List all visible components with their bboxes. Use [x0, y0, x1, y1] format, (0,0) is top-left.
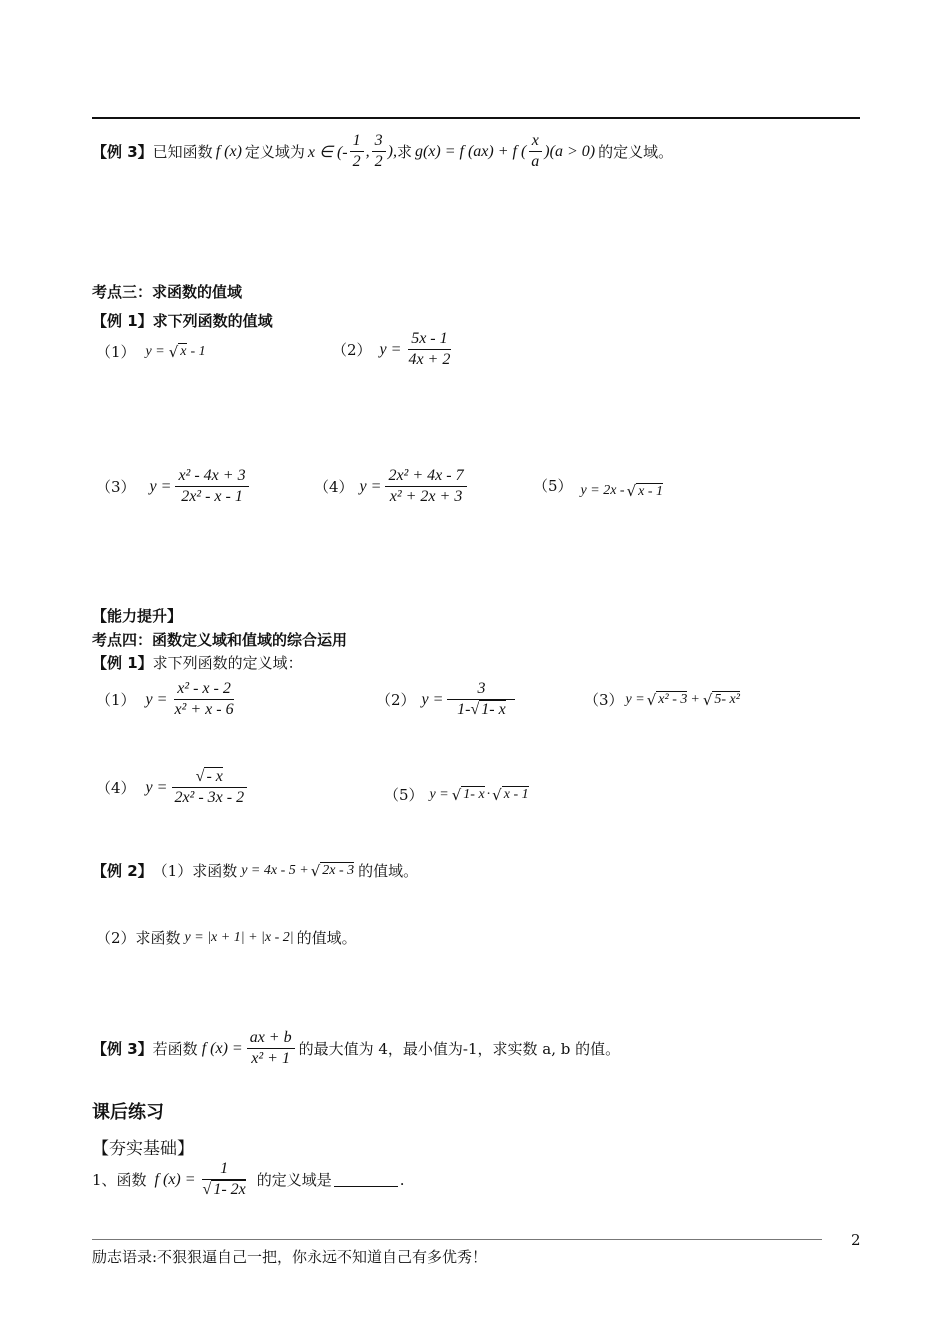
text: 的定义域。	[598, 143, 674, 162]
example-label: 【例 2】	[92, 862, 153, 880]
math: y =	[145, 343, 165, 359]
homework-title: 课后练习	[92, 1102, 164, 1123]
text: 1、函数	[92, 1171, 147, 1190]
homework-question-1	[92, 1160, 405, 1200]
footer-motto: 励志语录:不狠狠逼自己一把，你永远不知道自己有多优秀！	[92, 1248, 488, 1266]
math: y =	[429, 786, 449, 802]
problem-number: （2）	[332, 341, 372, 360]
radicand: x	[180, 344, 187, 359]
math: f (x) =	[201, 1039, 243, 1057]
problem-number: （5）	[384, 786, 424, 804]
example-3-domain	[92, 132, 673, 172]
radicand: x - 1	[503, 787, 529, 802]
problem-number: （3）	[584, 691, 624, 709]
problem-3	[584, 689, 740, 710]
math: ·	[486, 786, 491, 802]
text: 的最大值为 4，最小值为-1，求实数 a, b 的值。	[298, 1040, 621, 1059]
example-3-extrema	[92, 1029, 620, 1069]
problem-2	[332, 330, 455, 370]
example-label: 【例 1】	[92, 654, 153, 672]
example-label: 【例 3】	[92, 143, 153, 162]
top-rule	[92, 117, 860, 119]
problem-3	[96, 467, 251, 507]
math: - 1	[190, 343, 206, 359]
text: 求下列函数的定义域：	[152, 654, 303, 672]
problem-2	[376, 680, 517, 720]
problem-5	[533, 470, 663, 500]
text: 的值域。	[358, 862, 419, 880]
math: ),	[387, 142, 397, 160]
section-title: 考点四：函数定义域和值域的综合运用	[92, 631, 348, 649]
example-heading: 【例 1】求下列函数的值域	[92, 312, 273, 330]
radicand: 2x - 3	[322, 863, 355, 878]
example-heading	[92, 652, 303, 673]
example-2-part-1	[92, 860, 418, 881]
radical-sign: √	[492, 785, 502, 804]
math: y =	[145, 778, 168, 796]
problem-4	[314, 467, 469, 507]
math: y =	[149, 477, 172, 495]
text: 的定义域是	[256, 1171, 332, 1190]
math: y = 2x -	[580, 483, 625, 498]
ability-heading: 【能力提升】	[92, 607, 183, 625]
math: y =	[145, 690, 168, 708]
footer-rule	[92, 1239, 822, 1240]
math: y =	[421, 690, 444, 708]
radical-sign: √	[626, 482, 637, 500]
math: x ∈ (-	[307, 143, 348, 161]
fraction: $\frac{√ - x}{\text{2x² - 3x - 2}}$	[171, 768, 247, 808]
radical-sign: √	[646, 690, 657, 709]
math: y =	[359, 477, 382, 495]
math: y = 4x - 5 +	[241, 862, 309, 878]
fraction: $\frac{ax + b}{\text{x² + 1}}$	[247, 1029, 295, 1069]
text: .	[399, 1170, 405, 1189]
math: g(x) = f (ax) + f (	[414, 142, 527, 160]
fraction: $\frac{5x - 1}{4x + 2}$	[408, 330, 451, 369]
fraction: $\frac{x}{a}$	[528, 132, 542, 172]
radicand: x - 1	[638, 483, 664, 499]
problem-number: （5）	[533, 476, 573, 495]
text: 定义域为	[244, 143, 305, 162]
problem-4	[96, 768, 249, 808]
example-2-part-2	[96, 927, 357, 948]
fraction: $\frac{\text{x² - 4x + 3}}{\text{2x² - x - 1}}$	[175, 467, 248, 507]
radical-sign: √	[451, 785, 462, 804]
problem-5	[384, 784, 529, 805]
text: 若函数	[152, 1040, 198, 1059]
section-title: 考点三：求函数的值域	[92, 283, 243, 301]
radicand: 5- x²	[714, 692, 740, 707]
answer-blank[interactable]	[334, 1172, 398, 1187]
radical-sign: √	[168, 342, 179, 361]
math: y =	[625, 691, 645, 707]
fraction: $\frac{3}{1-√ 1- x}$	[447, 680, 515, 720]
problem-number: （1）	[96, 343, 136, 361]
fraction: $\frac{3}{2}$	[372, 132, 386, 172]
math: )(a > 0)	[544, 142, 596, 160]
problem-number: （1）	[96, 691, 136, 710]
page-number: 2	[851, 1231, 861, 1249]
fraction: $\frac{1}{√ 1- 2x}$	[202, 1160, 246, 1199]
math: f (x) =	[154, 1170, 196, 1188]
problem-1	[96, 341, 206, 362]
math: y =	[379, 340, 402, 358]
problem-number: （2）	[376, 691, 416, 710]
example-label: 【例 3】	[92, 1040, 153, 1059]
math: +	[690, 691, 700, 707]
radical-sign: √	[310, 861, 321, 880]
math: f (x)	[215, 142, 242, 160]
text: 的值域。	[296, 929, 357, 947]
radical-sign: √	[702, 690, 713, 709]
problem-number: （4）	[96, 779, 136, 798]
basic-heading: 【夯实基础】	[92, 1139, 194, 1159]
radicand: 1- x	[463, 787, 485, 802]
math: y = |x + 1| + |x - 2|	[184, 929, 294, 945]
problem-number: （3）	[96, 478, 136, 497]
fraction: $\frac{\text{x² - x - 2}}{\text{x² + x - 6}}$	[174, 680, 234, 719]
problem-1	[96, 680, 239, 720]
problem-number: （4）	[314, 478, 354, 497]
math: ,	[365, 142, 370, 160]
text: （2）求函数	[96, 929, 181, 947]
radicand: x² - 3	[658, 692, 688, 707]
text: 已知函数	[152, 143, 213, 162]
text: 求	[396, 143, 412, 162]
text: （1）求函数	[152, 862, 238, 880]
fraction: $\frac{1}{2}$	[350, 132, 364, 172]
fraction: $\frac{\text{2x² + 4x - 7}}{\text{x² + 2x + 3}}$	[385, 467, 466, 507]
